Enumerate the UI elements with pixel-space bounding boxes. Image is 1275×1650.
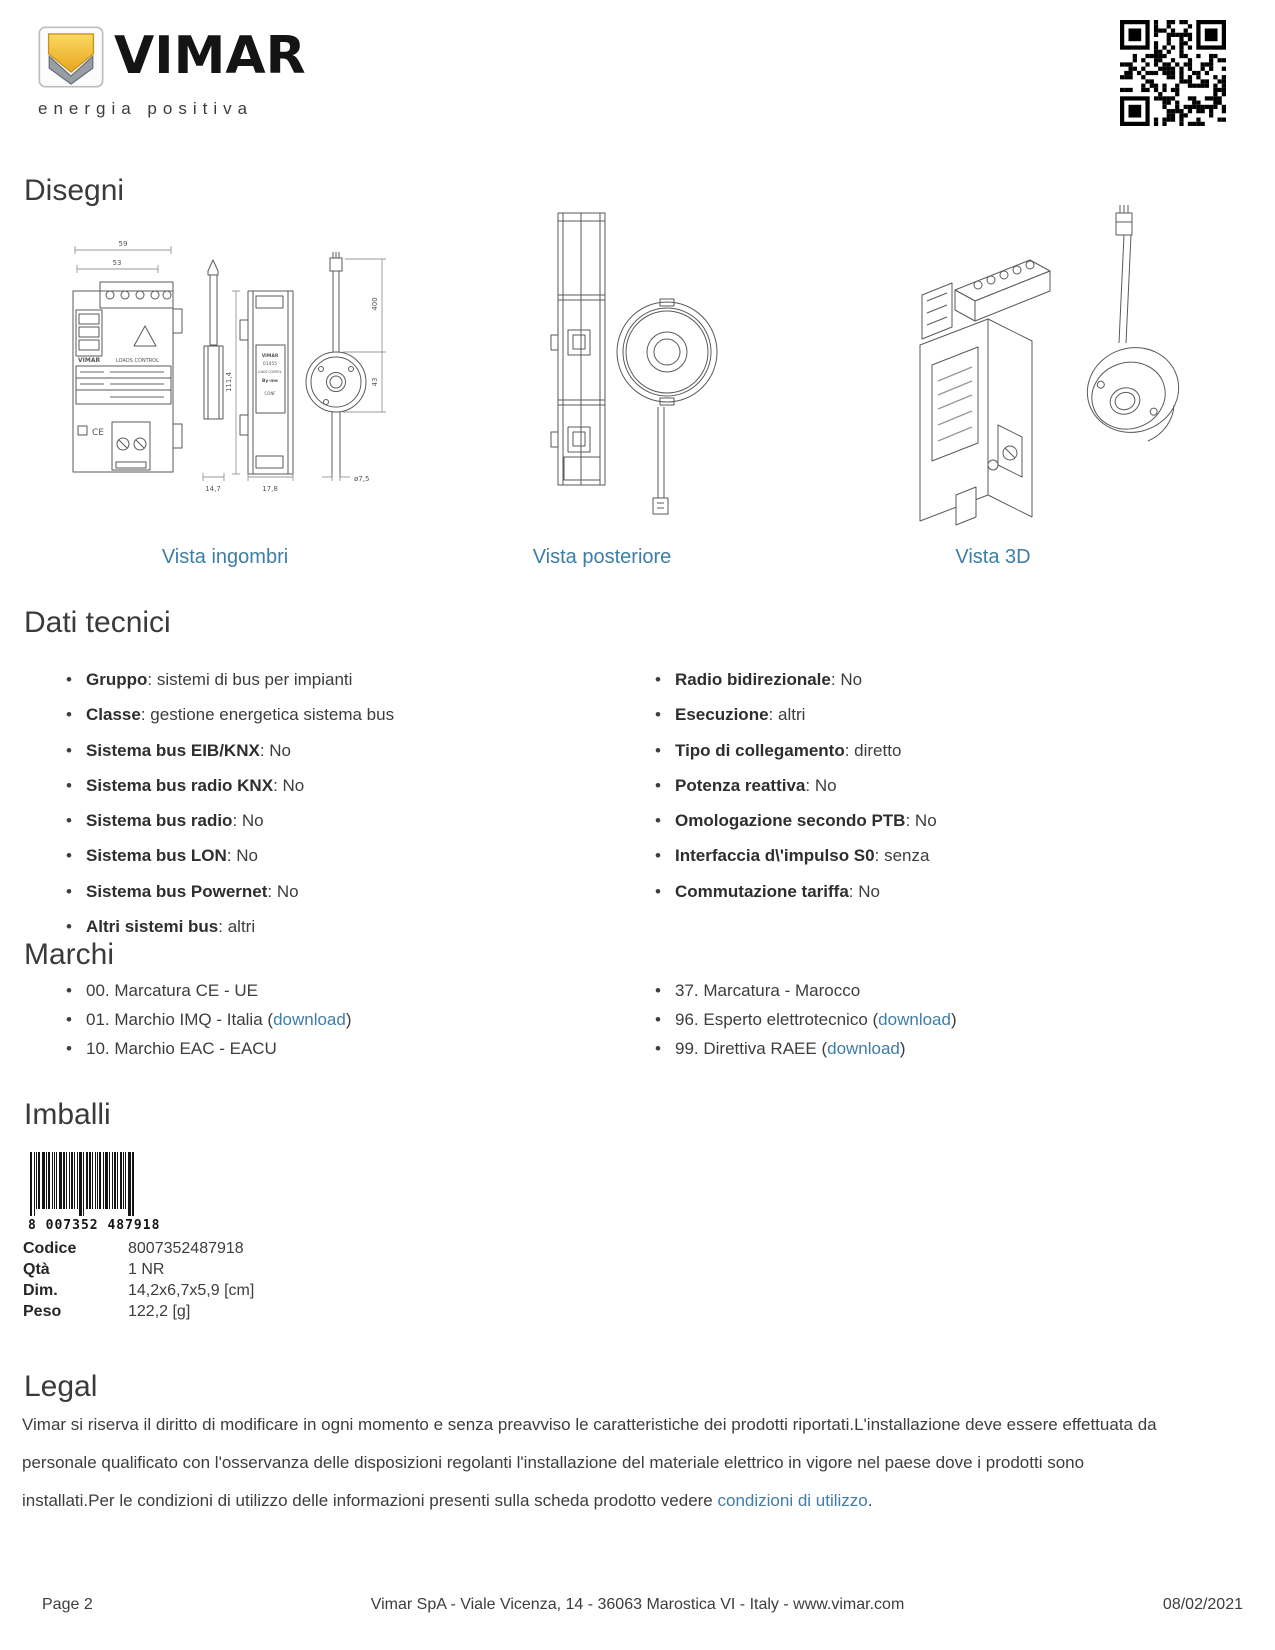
vimar-logo	[38, 26, 306, 119]
dim-width-outer: 59	[118, 240, 128, 248]
spec-item: • Sistema bus LON : No	[59, 838, 619, 873]
spec-item: • Commutazione tariffa : No	[648, 874, 1208, 909]
download-link[interactable]: download	[273, 1010, 346, 1029]
dim-width-inner: 53	[112, 259, 122, 267]
mark-item: • 99. Direttiva RAEE (download)	[648, 1034, 1208, 1063]
spec-item: • Sistema bus EIB/KNX : No	[59, 733, 619, 768]
dim-cable-diameter: ø7,5	[354, 475, 370, 483]
spec-item: • Tipo di collegamento : diretto	[648, 733, 1208, 768]
table-row: Dim. 14,2x6,7x5,9 [cm]	[23, 1282, 255, 1299]
section-heading-disegni: Disegni	[24, 174, 125, 207]
link-vista-ingombri[interactable]: Vista ingombri	[161, 546, 289, 568]
page-number: Page 2	[42, 1596, 93, 1613]
marks-list-right	[648, 976, 1208, 1063]
mark-item: • 37. Marcatura - Marocco	[648, 976, 1208, 1005]
document-date: 08/02/2021	[1162, 1596, 1243, 1613]
drawing-ce-label: CE	[92, 428, 104, 438]
barcode-digits: 8 007352 487918	[28, 1218, 161, 1233]
company-address: Vimar SpA - Viale Vicenza, 14 - 36063 Marostica VI - Italy - www.vimar.com	[370, 1596, 905, 1613]
table-row: Qtà 1 NR	[23, 1261, 165, 1278]
brand-tagline: energia positiva	[38, 99, 254, 118]
legal-paragraph: Vimar si riserva il diritto di modificare in ogni momento e senza preavviso le caratteristiche dei prodotti riportati.L'installazione deve essere effettuata da personale qualificato con l'osservanza delle disposizioni regolanti l'installazione del materiale elettrico in vigore nel paese dove i prodotti sono installati.Per le condizioni di utilizzo delle informazioni presenti sulla scheda prodotto vedere condizioni di utilizzo.	[22, 1415, 1157, 1510]
vimar-wordmark: VIMAR	[114, 26, 306, 86]
spec-item: • Gruppo : sistemi di bus per impianti	[59, 662, 619, 697]
download-link[interactable]: download	[878, 1010, 951, 1029]
mark-item: • 00. Marcatura CE - UE	[59, 976, 619, 1005]
tech-specs-right	[648, 662, 1208, 909]
dim-depth: 17,8	[262, 485, 278, 493]
spec-item: • Esecuzione : altri	[648, 697, 1208, 732]
spec-item: • Sistema bus radio KNX : No	[59, 768, 619, 803]
panel-name: LOADS CONTROL	[258, 370, 282, 374]
dim-probe-width: 14,7	[205, 485, 221, 493]
dim-sensor-diameter: 43	[371, 377, 379, 387]
qr-code	[1120, 20, 1226, 126]
section-heading-legal: Legal	[24, 1370, 98, 1403]
barcode	[28, 1152, 161, 1233]
drawing-brand-label: VIMAR	[78, 357, 101, 364]
section-heading-marchi: Marchi	[24, 938, 115, 971]
table-row: Codice 8007352487918	[23, 1240, 244, 1257]
tech-specs-left	[59, 662, 619, 944]
dim-height: 111,4	[225, 371, 233, 393]
panel-byme: By-me	[262, 379, 278, 384]
spec-item: • Interfaccia d\'impulso S0 : senza	[648, 838, 1208, 873]
mark-item: • 10. Marchio EAC - EACU	[59, 1034, 619, 1063]
spec-item: • Radio bidirezionale : No	[648, 662, 1208, 697]
mark-item: • 96. Esperto elettrotecnico (download)	[648, 1005, 1208, 1034]
drawing-name-label: LOADS CONTROL	[116, 358, 159, 364]
condizioni-di-utilizzo-link[interactable]: condizioni di utilizzo	[717, 1491, 868, 1510]
spec-item: • Omologazione secondo PTB : No	[648, 803, 1208, 838]
panel-brand: VIMAR	[261, 354, 279, 359]
page-footer	[0, 1596, 1275, 1626]
spec-item: • Altri sistemi bus : altri	[59, 909, 619, 944]
vimar-logo-icon	[38, 26, 104, 93]
spec-item: • Sistema bus radio : No	[59, 803, 619, 838]
spec-item: • Classe : gestione energetica sistema bus	[59, 697, 619, 732]
panel-code: 01455	[262, 362, 278, 367]
drawing-vista-3d	[860, 195, 1180, 550]
download-link[interactable]: download	[827, 1039, 900, 1058]
dim-cable-length: 400	[371, 297, 379, 311]
spec-item: • Sistema bus Powernet : No	[59, 874, 619, 909]
panel-conf: CONF	[264, 391, 276, 396]
drawing-vista-posteriore	[520, 195, 730, 550]
spec-item: • Potenza reattiva : No	[648, 768, 1208, 803]
section-heading-imballi: Imballi	[24, 1098, 111, 1131]
link-vista-3d[interactable]: Vista 3D	[955, 546, 1031, 568]
section-heading-dati-tecnici: Dati tecnici	[24, 606, 171, 639]
packaging-table	[23, 1238, 254, 1322]
table-row: Peso 122,2 [g]	[23, 1303, 191, 1320]
marks-list-left	[59, 976, 619, 1063]
drawing-vista-ingombri	[60, 230, 460, 500]
link-vista-posteriore[interactable]: Vista posteriore	[532, 546, 672, 568]
mark-item: • 01. Marchio IMQ - Italia (download)	[59, 1005, 619, 1034]
